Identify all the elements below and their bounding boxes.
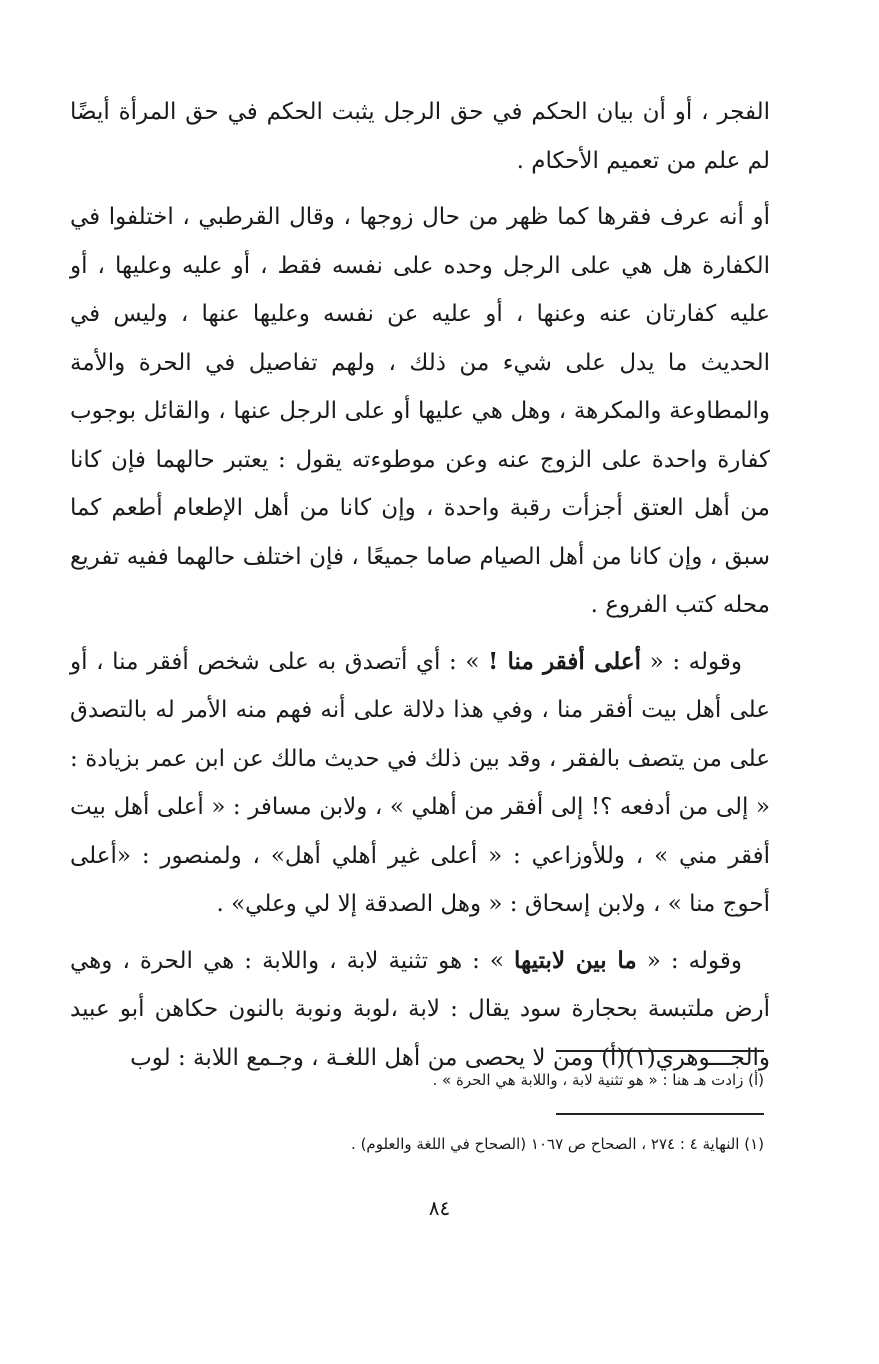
paragraph-3 bbox=[70, 638, 770, 929]
paragraph-1: الفجر ، أو أن بيان الحكم في حق الرجل يثبت الحكم في حق المرأة أيضًا لم علم من تعميم الأحكام . bbox=[70, 99, 770, 174]
page-number: ٨٤ bbox=[428, 1196, 451, 1220]
footnote-divider bbox=[556, 1113, 764, 1115]
paragraph-2: أو أنه عرف فقرها كما ظهر من حال زوجها ، وقال القرطبي ، اختلفوا في الكفارة هل هي على الرجل وحده على نفسه فقط ، أو عليه وعليها ، أو عليه كفارتان عنه وعنها ، أو عليه عن نفسه وعليها عنها ، وليس في الحديث ما يدل على شيء من ذلك ، ولهم تفاصيل في الحرة والأمة والمطاوعة والمكرهة ، وهل هي عليها أو على الرجل عنها ، والقائل بوجوب كفارة واحدة على الزوج عنه وعن موطوءته يقول : يعتبر حالهما فإن كانا من أهل العتق أجزأت رقبة واحدة ، وإن كانا من أهل الإطعام أطعم كما سبق ، وإن كانا من أهل الصيام صاما جميعًا ، فإن اختلف حالهما ففيه تفريع محله كتب الفروع . bbox=[70, 204, 770, 618]
paragraph-3-quoted-phrase: أعلى أفقر منا ! bbox=[488, 647, 642, 675]
main-text-block bbox=[70, 88, 770, 1082]
footnote-divider bbox=[556, 1050, 764, 1052]
paragraph-4-text: » : هو تثنية لابة ، واللابة : هي الحرة ، وهي أرض ملتبسة بحجارة سود يقال : لابة ،لوبة ونوبة بالنون حكاهن أبو عبيد والجـــوهري(١)(أ) ومن لا يحصى من أهل اللغـة ، وجـمع اللابة : لوب bbox=[70, 947, 770, 1071]
footnote-variant: (أ) زادت هـ هنا : « هو تثنية لابة ، واللابة هي الحرة » . bbox=[432, 1071, 764, 1089]
paragraph-3-lead: وقوله : « bbox=[641, 648, 743, 675]
paragraph-3-text: » : أي أتصدق به على شخص أفقر منا ، أو على أهل بيت أفقر منا ، وفي هذا دلالة على أنه فهم منه الأمر له بالتصدق على من يتصف بالفقر ، وقد بين ذلك في حديث مالك عن ابن عمر بزيادة : « إلى من أدفعه ؟! إلى أفقر من أهلي » ، ولابن مسافر : « أعلى أهل بيت أفقر مني » ، وللأوزاعي : « أعلى غير أهلي أهل» ، ولمنصور : «أعلى أحوج منا » ، ولابن إسحاق : « وهل الصدقة إلا لي وعلي» . bbox=[70, 648, 770, 917]
paragraph-4 bbox=[70, 937, 770, 1083]
footnote-source: (١) النهاية ٤ : ٢٧٤ ، الصحاح ص ١٠٦٧ (الصحاح في اللغة والعلوم) . bbox=[351, 1135, 764, 1153]
paragraph-4-quoted-phrase: ما بين لابتيها bbox=[514, 946, 637, 974]
paragraph-4-lead: وقوله : « bbox=[636, 947, 743, 974]
